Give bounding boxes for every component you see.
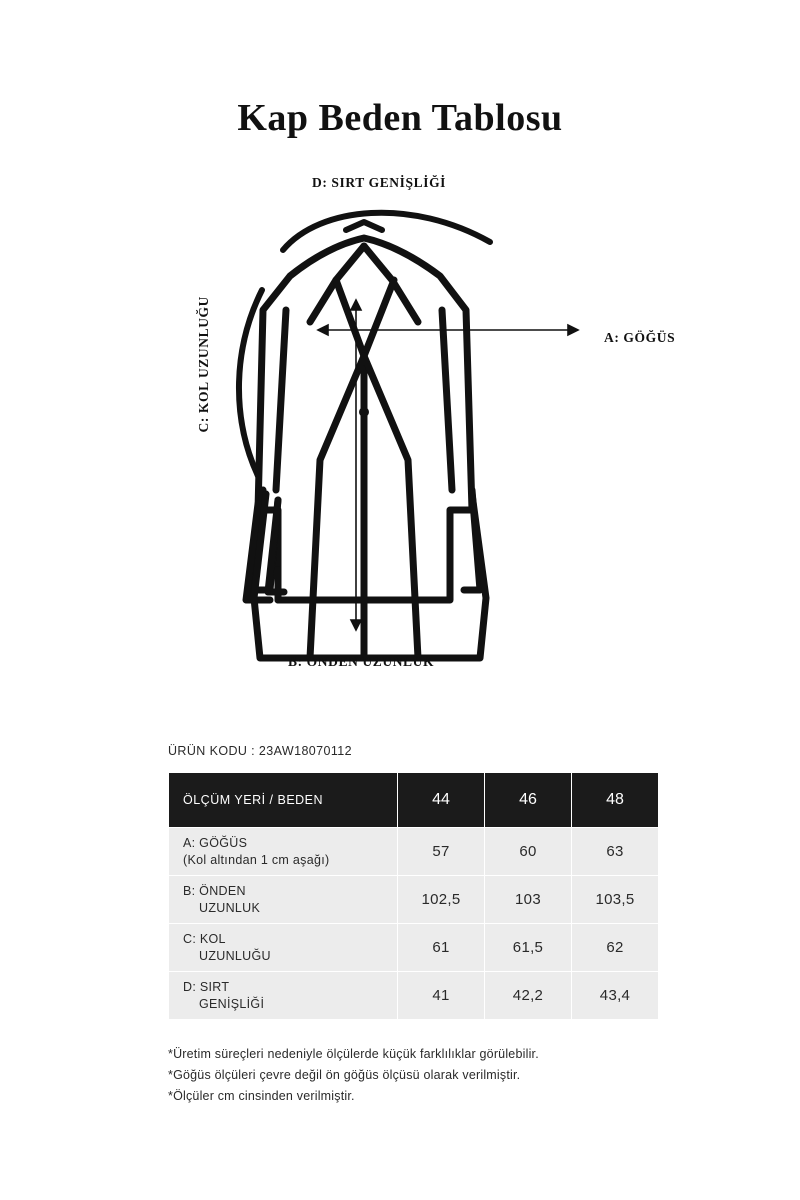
cell-front-length-48: 103,5 xyxy=(572,876,659,924)
table-row xyxy=(169,876,659,924)
header-size-46: 46 xyxy=(485,773,572,828)
label-sleeve-length: C: KOL UZUNLUĞU xyxy=(196,296,211,433)
cell-front-length-46: 103 xyxy=(485,876,572,924)
row-label-sleeve-length xyxy=(169,924,398,972)
table-row xyxy=(169,924,659,972)
label-back-width: D: SIRT GENİŞLİĞİ xyxy=(312,175,447,190)
coat-diagram xyxy=(150,160,670,690)
table-row xyxy=(169,972,659,1020)
cell-sleeve-length-44: 61 xyxy=(398,924,485,972)
header-measurement-label: ÖLÇÜM YERİ / BEDEN xyxy=(169,773,398,828)
header-size-44: 44 xyxy=(398,773,485,828)
row-label-line1: B: ÖNDEN xyxy=(183,883,246,898)
cell-back-width-46: 42,2 xyxy=(485,972,572,1020)
footnote-2: *Göğüs ölçüleri çevre değil ön göğüs ölçüsü olarak verilmiştir. xyxy=(168,1068,521,1082)
cell-sleeve-length-48: 62 xyxy=(572,924,659,972)
row-label-line1: A: GÖĞÜS xyxy=(183,835,248,850)
footnote-3: *Ölçüler cm cinsinden verilmiştir. xyxy=(168,1089,355,1103)
row-label-line2: UZUNLUĞU xyxy=(199,948,271,963)
row-label-line2: UZUNLUK xyxy=(199,900,261,915)
cell-back-width-44: 41 xyxy=(398,972,485,1020)
size-table-wrapper xyxy=(168,772,640,1020)
footnotes xyxy=(168,1044,728,1107)
row-label-line1: C: KOL xyxy=(183,931,226,946)
size-table xyxy=(168,772,659,1020)
row-label-line2: (Kol altından 1 cm aşağı) xyxy=(183,852,330,867)
size-table-body xyxy=(169,828,659,1020)
cell-front-length-44: 102,5 xyxy=(398,876,485,924)
cell-chest-46: 60 xyxy=(485,828,572,876)
row-label-line1: D: SIRT xyxy=(183,979,230,994)
cell-back-width-48: 43,4 xyxy=(572,972,659,1020)
row-label-line2: GENİŞLİĞİ xyxy=(199,996,265,1011)
coat-button xyxy=(359,407,369,417)
page-title: Kap Beden Tablosu xyxy=(237,97,563,139)
cell-sleeve-length-46: 61,5 xyxy=(485,924,572,972)
table-header-row xyxy=(169,773,659,828)
size-table-head xyxy=(169,773,659,828)
cell-chest-44: 57 xyxy=(398,828,485,876)
table-row xyxy=(169,828,659,876)
footnote-1: *Üretim süreçleri nedeniyle ölçülerde küçük farklılıklar görülebilir. xyxy=(168,1047,539,1061)
row-label-back-width xyxy=(169,972,398,1020)
coat-illustration-svg xyxy=(150,160,670,690)
label-front-length: B: ÖNDEN UZUNLUK xyxy=(288,654,435,669)
row-label-chest xyxy=(169,828,398,876)
row-label-front-length xyxy=(169,876,398,924)
cell-chest-48: 63 xyxy=(572,828,659,876)
label-chest: A: GÖĞÜS xyxy=(604,330,676,345)
header-size-48: 48 xyxy=(572,773,659,828)
product-code: ÜRÜN KODU : 23AW18070112 xyxy=(168,744,352,758)
